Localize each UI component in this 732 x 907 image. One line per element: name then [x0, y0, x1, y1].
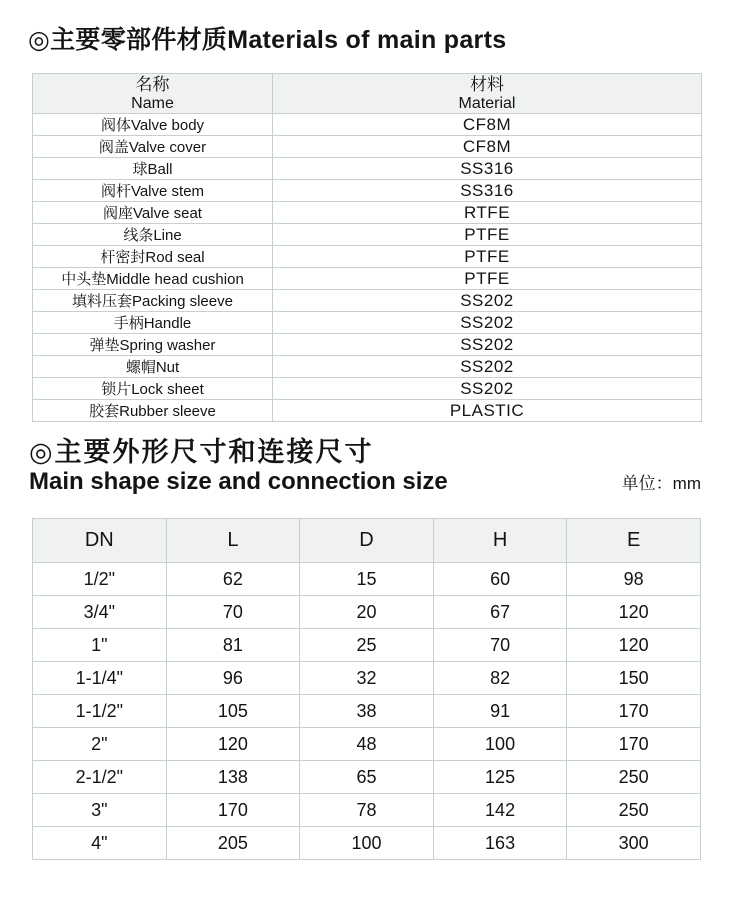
l-cell: 81	[166, 629, 300, 662]
materials-table-header	[33, 74, 702, 114]
materials-header-material-zh: 材料	[470, 74, 504, 94]
dimensions-header-d: D	[300, 519, 434, 563]
part-name-cell: 锁片Lock sheet	[33, 378, 273, 400]
materials-row	[33, 356, 702, 378]
l-cell: 70	[166, 596, 300, 629]
dimensions-table-header	[33, 519, 701, 563]
dimensions-row	[33, 629, 701, 662]
materials-row	[33, 114, 702, 136]
dimensions-row	[33, 761, 701, 794]
h-cell: 100	[433, 728, 567, 761]
d-cell: 25	[300, 629, 434, 662]
d-cell: 32	[300, 662, 434, 695]
part-name-cell: 螺帽Nut	[33, 356, 273, 378]
dn-cell: 2"	[33, 728, 167, 761]
l-cell: 170	[166, 794, 300, 827]
l-cell: 62	[166, 563, 300, 596]
material-cell: CF8M	[273, 136, 702, 158]
d-cell: 20	[300, 596, 434, 629]
materials-row	[33, 268, 702, 290]
material-cell: PLASTIC	[273, 400, 702, 422]
l-cell: 105	[166, 695, 300, 728]
part-name-cell: 球Ball	[33, 158, 273, 180]
dimensions-section	[29, 437, 701, 495]
dn-cell: 2-1/2"	[33, 761, 167, 794]
l-cell: 120	[166, 728, 300, 761]
part-name-cell: 中头垫Middle head cushion	[33, 268, 273, 290]
dimensions-section-title-zh: ◎主要外形尺寸和连接尺寸	[29, 437, 374, 467]
d-cell: 48	[300, 728, 434, 761]
e-cell: 250	[567, 761, 701, 794]
h-cell: 67	[433, 596, 567, 629]
dn-cell: 1-1/2"	[33, 695, 167, 728]
e-cell: 170	[567, 728, 701, 761]
h-cell: 70	[433, 629, 567, 662]
materials-row	[33, 400, 702, 422]
dimensions-section-title-en: Main shape size and connection size	[29, 468, 448, 495]
part-name-cell: 线条Line	[33, 224, 273, 246]
dimensions-row	[33, 596, 701, 629]
part-name-cell: 阀体Valve body	[33, 114, 273, 136]
material-cell: PTFE	[273, 268, 702, 290]
materials-header-name	[33, 74, 273, 114]
dn-cell: 3/4"	[33, 596, 167, 629]
materials-row	[33, 312, 702, 334]
dimensions-header-row	[33, 519, 701, 563]
dimensions-title-row	[29, 468, 701, 495]
dimensions-row	[33, 827, 701, 860]
materials-row	[33, 180, 702, 202]
dimensions-row	[33, 794, 701, 827]
e-cell: 250	[567, 794, 701, 827]
part-name-cell: 手柄Handle	[33, 312, 273, 334]
part-name-cell: 填料压套Packing sleeve	[33, 290, 273, 312]
materials-row	[33, 202, 702, 224]
dn-cell: 1-1/4"	[33, 662, 167, 695]
dimensions-header-l: L	[166, 519, 300, 563]
material-cell: RTFE	[273, 202, 702, 224]
d-cell: 65	[300, 761, 434, 794]
materials-header-material	[273, 74, 702, 114]
d-cell: 100	[300, 827, 434, 860]
e-cell: 170	[567, 695, 701, 728]
dn-cell: 1/2"	[33, 563, 167, 596]
h-cell: 142	[433, 794, 567, 827]
part-name-cell: 胶套Rubber sleeve	[33, 400, 273, 422]
dimensions-header-h: H	[433, 519, 567, 563]
h-cell: 82	[433, 662, 567, 695]
materials-header-name-en: Name	[131, 94, 174, 112]
material-cell: PTFE	[273, 246, 702, 268]
d-cell: 38	[300, 695, 434, 728]
materials-row	[33, 378, 702, 400]
materials-section-title: ◎主要零部件材质Materials of main parts	[28, 26, 507, 54]
part-name-cell: 阀杆Valve stem	[33, 180, 273, 202]
part-name-cell: 阀座Valve seat	[33, 202, 273, 224]
material-cell: SS316	[273, 180, 702, 202]
material-cell: PTFE	[273, 224, 702, 246]
dimensions-table	[32, 518, 701, 860]
h-cell: 125	[433, 761, 567, 794]
e-cell: 300	[567, 827, 701, 860]
dimensions-header-e: E	[567, 519, 701, 563]
materials-row	[33, 246, 702, 268]
material-cell: SS316	[273, 158, 702, 180]
materials-table-body	[33, 114, 702, 422]
part-name-cell: 杆密封Rod seal	[33, 246, 273, 268]
dimensions-header-dn: DN	[33, 519, 167, 563]
materials-header-row	[33, 74, 702, 114]
part-name-cell: 阀盖Valve cover	[33, 136, 273, 158]
dimensions-row	[33, 728, 701, 761]
d-cell: 15	[300, 563, 434, 596]
materials-row	[33, 136, 702, 158]
material-cell: SS202	[273, 290, 702, 312]
materials-table	[32, 73, 702, 422]
material-cell: CF8M	[273, 114, 702, 136]
dimensions-row	[33, 563, 701, 596]
l-cell: 205	[166, 827, 300, 860]
e-cell: 120	[567, 596, 701, 629]
dimensions-row	[33, 695, 701, 728]
dn-cell: 4"	[33, 827, 167, 860]
materials-row	[33, 224, 702, 246]
materials-row	[33, 290, 702, 312]
materials-row	[33, 334, 702, 356]
e-cell: 120	[567, 629, 701, 662]
dimensions-table-body	[33, 563, 701, 860]
materials-row	[33, 158, 702, 180]
materials-header-name-zh: 名称	[135, 74, 170, 94]
e-cell: 150	[567, 662, 701, 695]
h-cell: 91	[433, 695, 567, 728]
material-cell: SS202	[273, 378, 702, 400]
dimensions-row	[33, 662, 701, 695]
dn-cell: 1"	[33, 629, 167, 662]
material-cell: SS202	[273, 356, 702, 378]
materials-header-material-en: Material	[458, 94, 516, 112]
dn-cell: 3"	[33, 794, 167, 827]
unit-label: 单位：mm	[621, 474, 701, 493]
h-cell: 60	[433, 563, 567, 596]
h-cell: 163	[433, 827, 567, 860]
e-cell: 98	[567, 563, 701, 596]
d-cell: 78	[300, 794, 434, 827]
l-cell: 138	[166, 761, 300, 794]
part-name-cell: 弹垫Spring washer	[33, 334, 273, 356]
l-cell: 96	[166, 662, 300, 695]
material-cell: SS202	[273, 334, 702, 356]
material-cell: SS202	[273, 312, 702, 334]
